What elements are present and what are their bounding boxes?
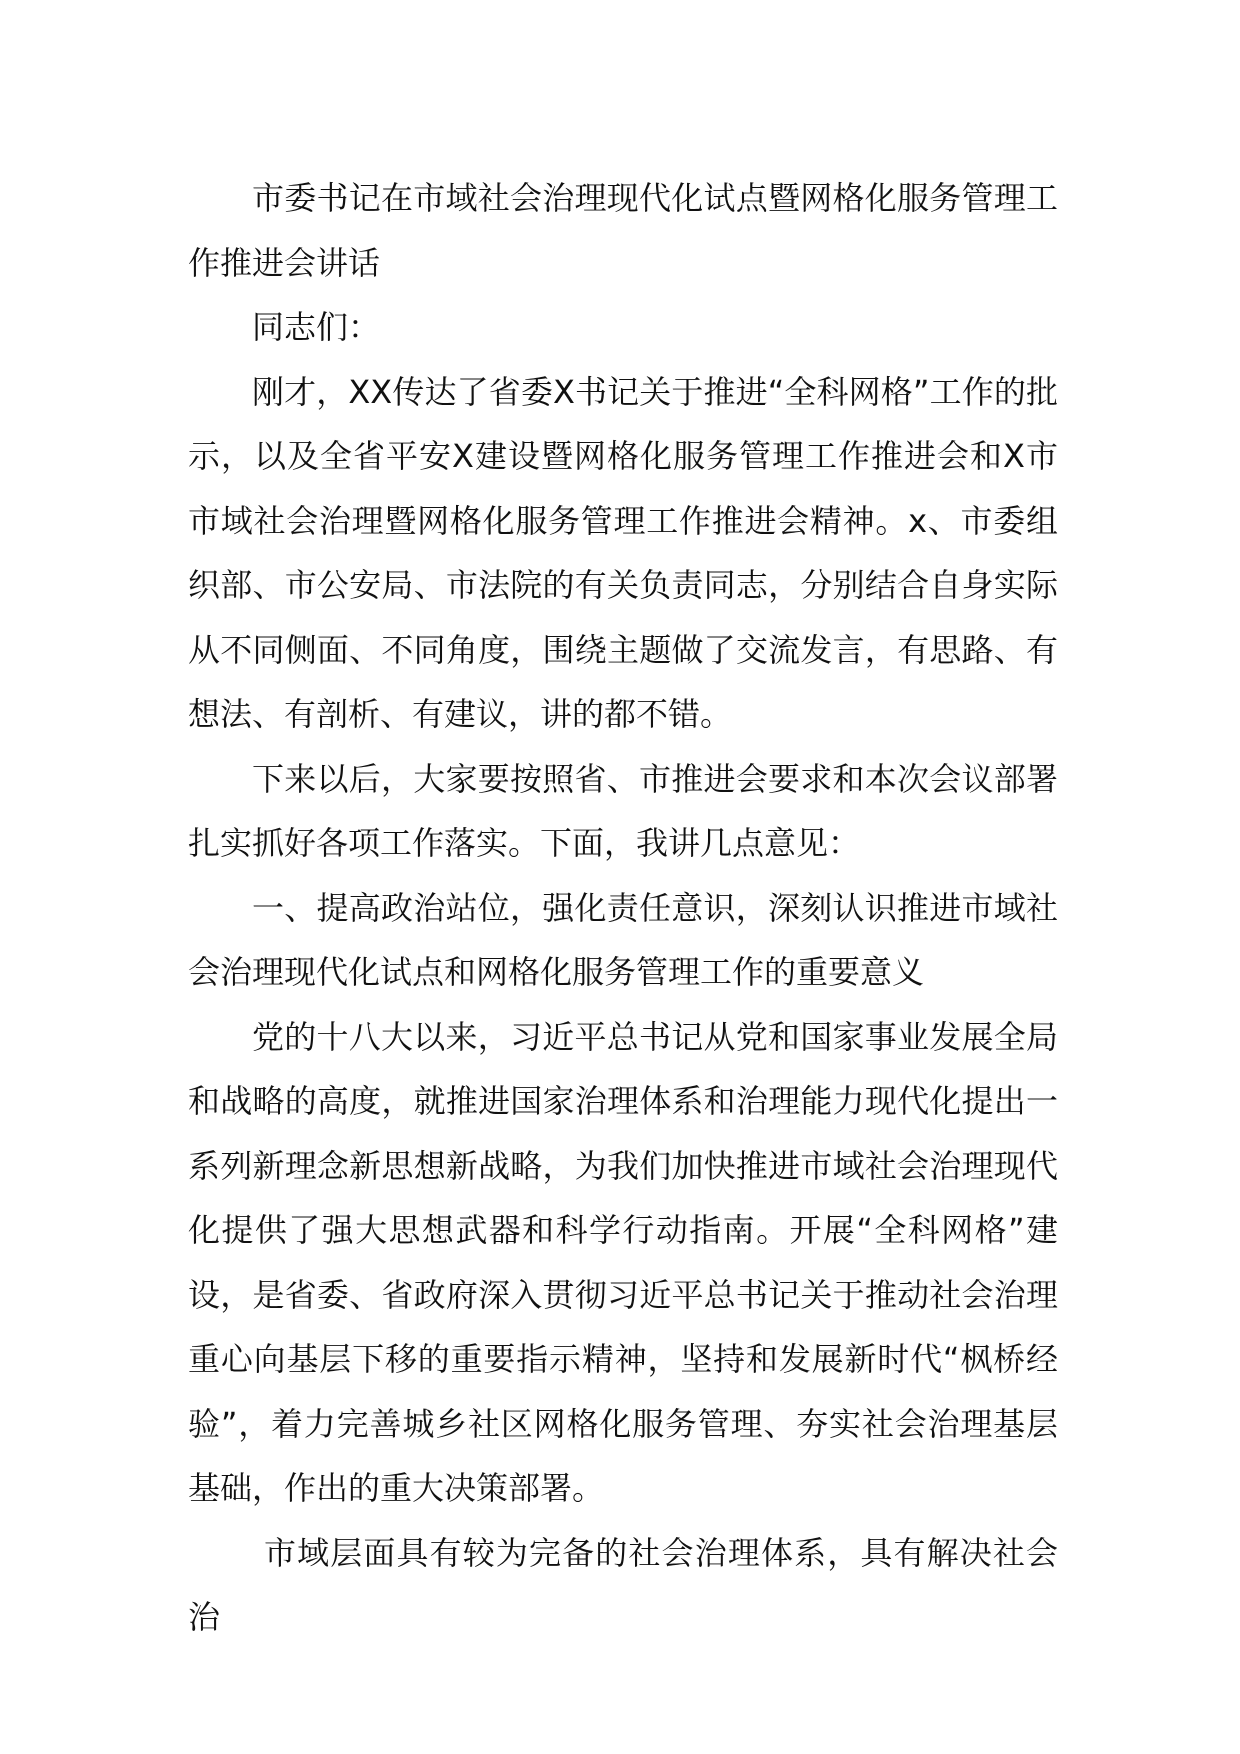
salutation: 同志们： — [252, 308, 381, 346]
paragraph-municipal-level: 市域层面具有较为完备的社会治理体系，具有解决社会治 — [188, 1533, 1058, 1636]
paragraph-intro: 刚才，XX传达了省委X书记关于推进“全科网格”工作的批示，以及全省平安X建设暨网格化服务管理工作推进会和X市市域社会治理暨网格化服务管理工作推进会精神。x、市委组织部、市公安局、市法院的有关负责同志，分别结合自身实际从不同侧面、不同角度，围绕主题做了交流发言，有思路、有想法、有剖析、有建议，讲的都不错。 — [188, 372, 1058, 733]
document-title: 市委书记在市域社会治理现代化试点暨网格化服务管理工作推进会讲话 — [188, 179, 1058, 282]
section-heading-1: 一、提高政治站位，强化责任意识，深刻认识推进市域社会治理现代化试点和网格化服务管理工作的重要意义 — [188, 888, 1058, 991]
document-body — [188, 166, 1058, 1650]
paragraph-background: 党的十八大以来，习近平总书记从党和国家事业发展全局和战略的高度，就推进国家治理体系和治理能力现代化提出一系列新理念新思想新战略，为我们加快推进市域社会治理现代化提供了强大思想武器和科学行动指南。开展“全科网格”建设，是省委、省政府深入贯彻习近平总书记关于推动社会治理重心向基层下移的重要指示精神，坚持和发展新时代“枫桥经验”，着力完善城乡社区网格化服务管理、夯实社会治理基层基础，作出的重大决策部署。 — [188, 1017, 1058, 1507]
paragraph-transition: 下来以后，大家要按照省、市推进会要求和本次会议部署扎实抓好各项工作落实。下面，我讲几点意见： — [188, 759, 1058, 862]
